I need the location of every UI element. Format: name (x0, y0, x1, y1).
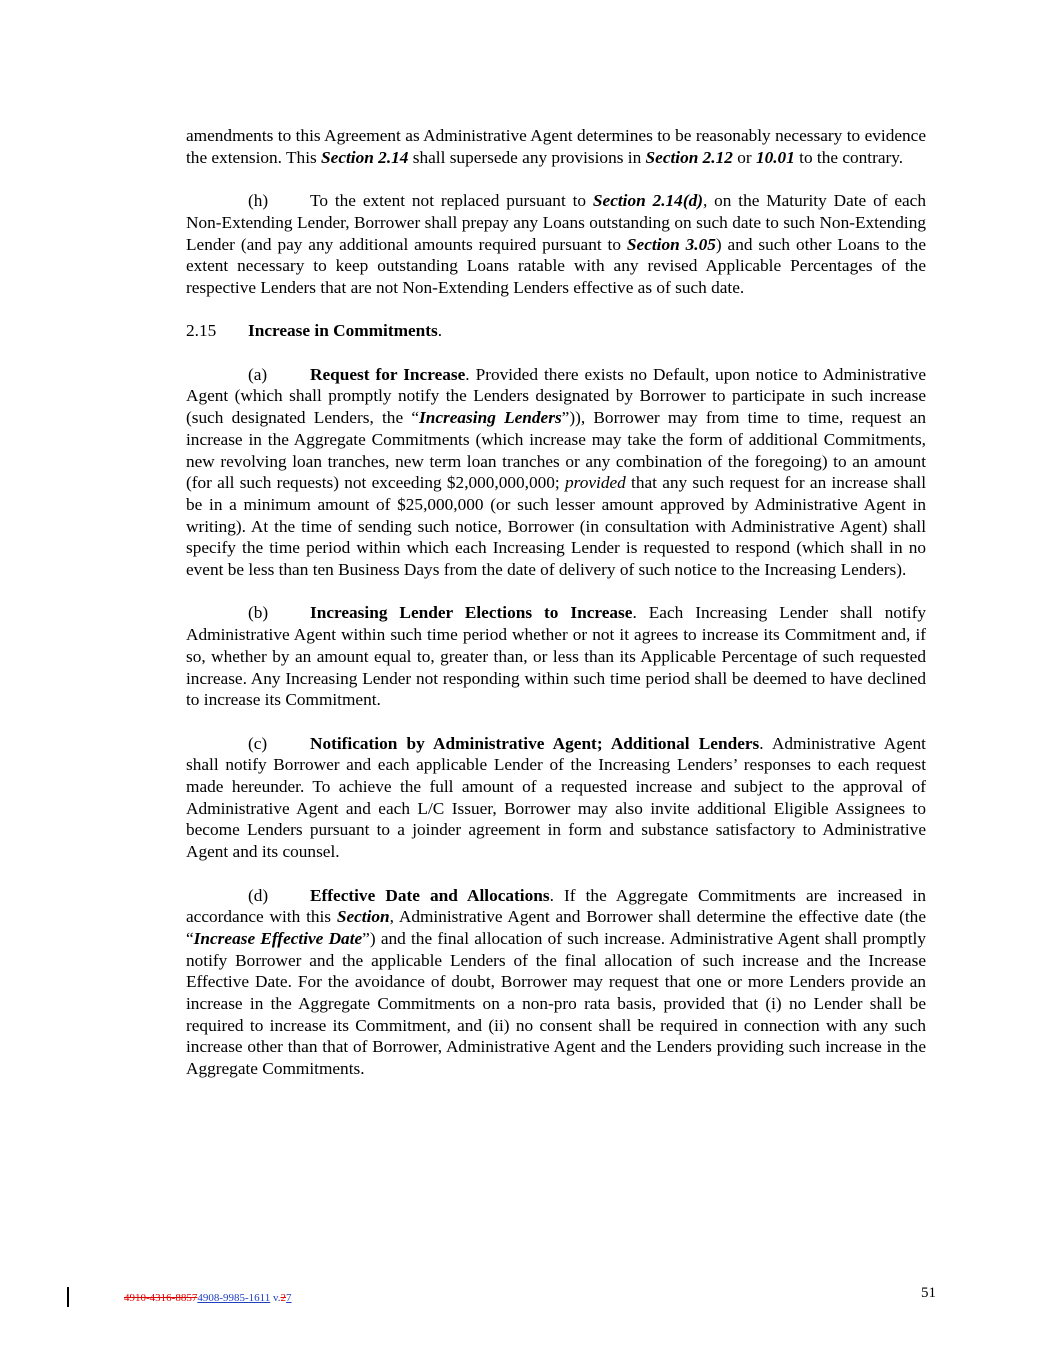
clause-title: Effective Date and Allocations (310, 885, 550, 905)
clause-label: (b) (248, 603, 269, 623)
page-number: 51 (921, 1285, 936, 1301)
inserted-version: 7 (286, 1292, 292, 1304)
clause-label: (c) (248, 733, 268, 753)
deleted-doc-id: 4910-4316-8857 (124, 1292, 198, 1304)
clause-label: (d) (248, 885, 269, 905)
clause-title: Notification by Administrative Agent; Additional Lenders (310, 733, 760, 753)
clause-label: (h) (248, 191, 269, 211)
inserted-doc-id: 4908-9985-1611 (197, 1292, 271, 1304)
section-reference: Section 2.14(d) (592, 191, 703, 211)
defined-term: Increase Effective Date (193, 928, 363, 948)
paragraph-d: (d) Effective Date and Allocations. If the Aggregate Commitments are increased in accordance with this Section, Administrative Agent and Borrower shall determine the effective date (the “Increase Effective Date”) and the final allocation of such increase. Administrative Agent shall promptly notify Borrower and the applicable Lenders of the final allocation of such increase and the Increase Effective Date. For the avoidance of doubt, Borrower may request that one or more Lenders provide an increase in the Aggregate Commitments on a non-pro rata basis, provided that (i) no Lender shall be required to increase its Commitment, and (ii) no consent shall be required in connection with any such increase other than that of Borrower, Administrative Agent and the Lenders providing such increase in the Aggregate Commitments. (186, 885, 926, 1079)
paragraph-b: (b) Increasing Lender Elections to Increase. Each Increasing Lender shall notify Administrative Agent within such time period whether or not it agrees to increase its Commitment and, if so, whether by an amount equal to, greater than, or less than its Applicable Percentage of such requested increase. Any Increasing Lender not responding within such time period shall be deemed to have declined to increase its Commitment. (186, 603, 926, 710)
proviso: provided (564, 473, 626, 493)
paragraph-c: (c) Notification by Administrative Agent; Additional Lenders. Administrative Agent shall notify Borrower and each applicable Lender of the Increasing Lenders’ responses to each request made hereunder. To achieve the full amount of a requested increase and subject to the approval of Administrative Agent and each L/C Issuer, Borrower may also invite additional Eligible Assignees to become Lenders pursuant to a joinder agreement in form and substance satisfactory to Administrative Agent and its counsel. (186, 733, 926, 862)
version-prefix: v. (270, 1292, 281, 1304)
document-id-footer (124, 1292, 292, 1304)
section-heading: 2.15 Increase in Commitments. (186, 321, 443, 341)
section-reference: Section 3.05 (626, 234, 716, 254)
clause-label: (a) (248, 364, 268, 384)
clause-title: Request for Increase (310, 364, 466, 384)
section-reference: Section 2.12 (645, 147, 733, 167)
section-reference: Section (336, 907, 390, 927)
paragraph-continuation: amendments to this Agreement as Administrative Agent determines to be reasonably necessary to evidence the extension. This Section 2.14 shall supersede any provisions in Section 2.12 or 10.01 to the contrary. (186, 126, 926, 167)
paragraph-h: (h) To the extent not replaced pursuant to Section 2.14(d), on the Maturity Date of each Non-Extending Lender, Borrower shall prepay any Loans outstanding on such date to such Non-Extending Lender (and pay any additional amounts required pursuant to Section 3.05) and such other Loans to the extent necessary to keep outstanding Loans ratable with any revised Applicable Percentages of the respective Lenders that are not Non-Extending Lenders effective as of such date. (186, 191, 926, 297)
section-title: Increase in Commitments (248, 321, 438, 341)
body-text (186, 125, 926, 1102)
defined-term: Increasing Lenders (419, 408, 562, 428)
deleted-version: 2 (280, 1292, 287, 1304)
paragraph-a: (a) Request for Increase. Provided there exists no Default, upon notice to Administrative Agent (which shall promptly notify the Lenders designated by Borrower to participate in such increase (such designated Lenders, the “Increasing Lenders”)), Borrower may from time to time, request an increase in the Aggregate Commitments (which increase may take the form of additional Commitments, new revolving loan tranches, new term loan tranches or any combination of the foregoing) to an amount (for all such requests) not exceeding $2,000,000,000; provided that any such request for an increase shall be in a minimum amount of $25,000,000 (or such lesser amount approved by Administrative Agent in writing). At the time of sending such notice, Borrower (in consultation with Administrative Agent) shall specify the time period within which each Increasing Lender is requested to respond (which shall in no event be less than ten Business Days from the date of delivery of such notice to the Increasing Lenders). (186, 364, 926, 580)
clause-title: Increasing Lender Elections to Increase (310, 603, 633, 623)
change-bar (67, 1287, 69, 1307)
section-number: 2.15 (186, 321, 217, 341)
section-reference: Section 2.14 (321, 147, 409, 167)
section-reference: 10.01 (755, 147, 795, 167)
